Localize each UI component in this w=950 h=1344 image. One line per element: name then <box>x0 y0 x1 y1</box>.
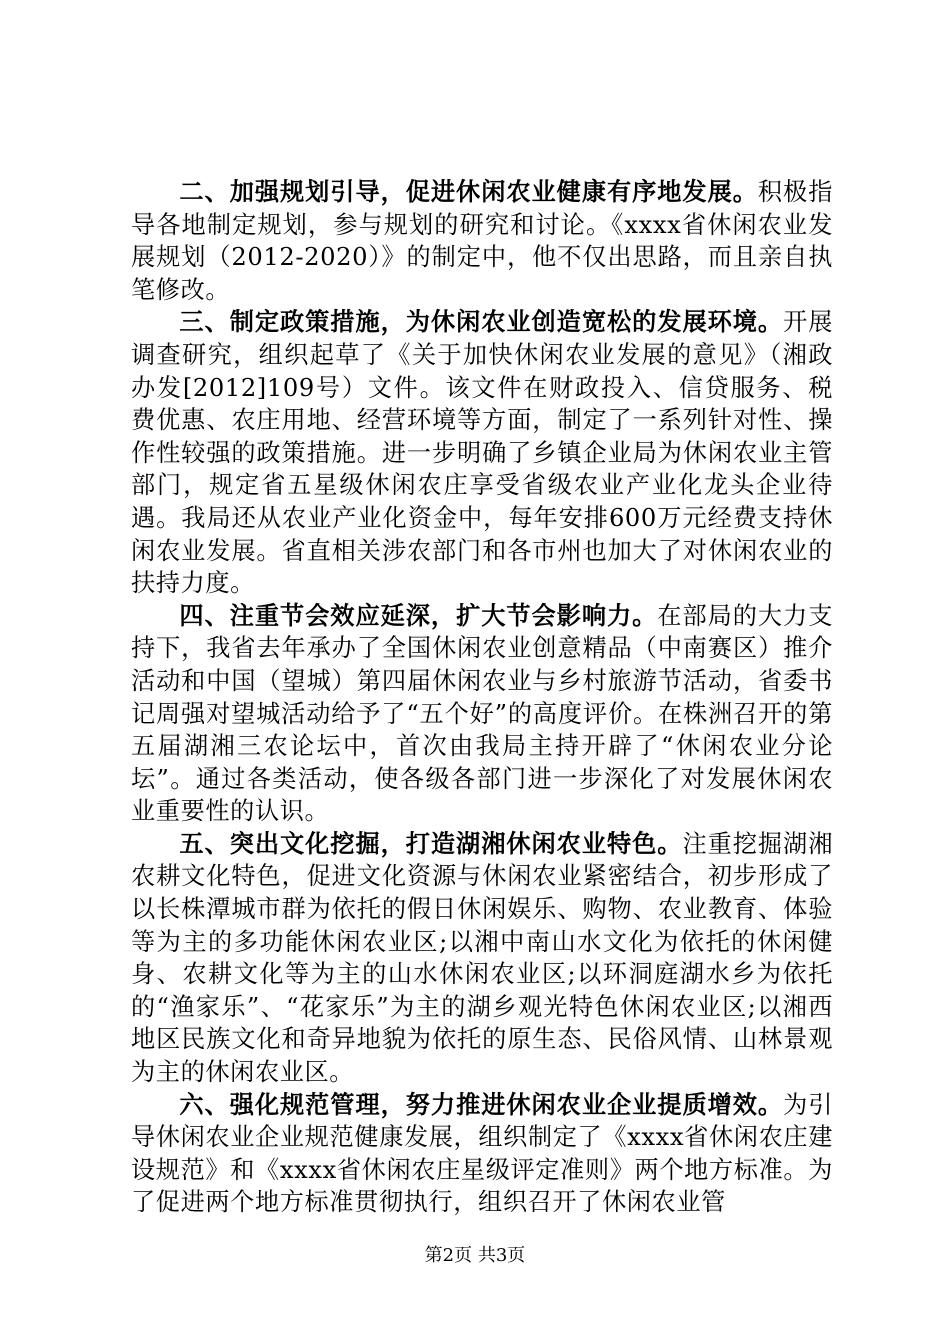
paragraph-policy <box>131 306 833 599</box>
page-number-footer: 第2页 共3页 <box>424 1245 526 1266</box>
paragraph-culture <box>131 828 833 1089</box>
paragraph-text: 注重挖掘湖湘农耕文化特色，促进文化资源与休闲农业紧密结合，初步形成了以长株潭城市群为依托的假日休闲娱乐、购物、农业教育、体验等为主的多功能休闲农业区;以湘中南山水文化为依托的休闲健身、农耕文化等为主的山水休闲农业区;以环洞庭湖水乡为依托的“渔家乐”、“花家乐”为主的湖乡观光特色休闲农业区;以湘西地区民族文化和奇异地貌为依托的原生态、民俗风情、山林景观为主的休闲农业区。 <box>131 829 833 1087</box>
paragraph-heading: 三、制定政策措施，为休闲农业创造宽松的发展环境。 <box>179 308 784 337</box>
paragraph-heading: 六、强化规范管理，努力推进休闲农业企业提质增效。 <box>179 1090 784 1119</box>
paragraph-heading: 五、突出文化挖掘，打造湖湘休闲农业特色。 <box>179 829 683 858</box>
paragraph-festival <box>131 600 833 828</box>
paragraph-text: 积极指导各地制定规划，参与规划的研究和讨论。《xxxx省休闲农业发展规划（2012-2020）》的制定中，他不仅出思路，而且亲自执笔修改。 <box>131 178 833 304</box>
paragraph-heading: 四、注重节会效应延深，扩大节会影响力。 <box>179 601 658 630</box>
paragraph-text: 为引导休闲农业企业规范健康发展，组织制定了《xxxx省休闲农庄建设规范》和《xxxx省休闲农庄星级评定准则》两个地方标准。为了促进两个地方标准贯彻执行，组织召开了休闲农业管 <box>131 1090 834 1217</box>
paragraph-text: 开展调查研究，组织起草了《关于加快休闲农业发展的意见》（湘政办发[2012]109号）文件。该文件在财政投入、信贷服务、税费优惠、农庄用地、经营环境等方面，制定了一系列针对性、操作性较强的政策措施。进一步明确了乡镇企业局为休闲农业主管部门，规定省五星级休闲农庄享受省级农业产业化龙头企业待遇。我局还从农业产业化资金中，每年安排600万元经费支持休闲农业发展。省直相关涉农部门和各市州也加大了对休闲农业的扶持力度。 <box>131 308 834 598</box>
document-body <box>131 176 833 1219</box>
paragraph-planning <box>131 176 833 306</box>
paragraph-heading: 二、加强规划引导，促进休闲农业健康有序地发展。 <box>179 178 758 206</box>
paragraph-text: 在部局的大力支持下，我省去年承办了全国休闲农业创意精品（中南赛区）推介活动和中国（望城）第四届休闲农业与乡村旅游节活动，省委书记周强对望城活动给予了“五个好”的高度评价。在株洲召开的第五届湖湘三农论坛中，首次由我局主持开辟了“休闲农业分论坛”。通过各类活动，使各级各部门进一步深化了对发展休闲农业重要性的认识。 <box>131 601 833 826</box>
paragraph-management <box>131 1089 833 1219</box>
